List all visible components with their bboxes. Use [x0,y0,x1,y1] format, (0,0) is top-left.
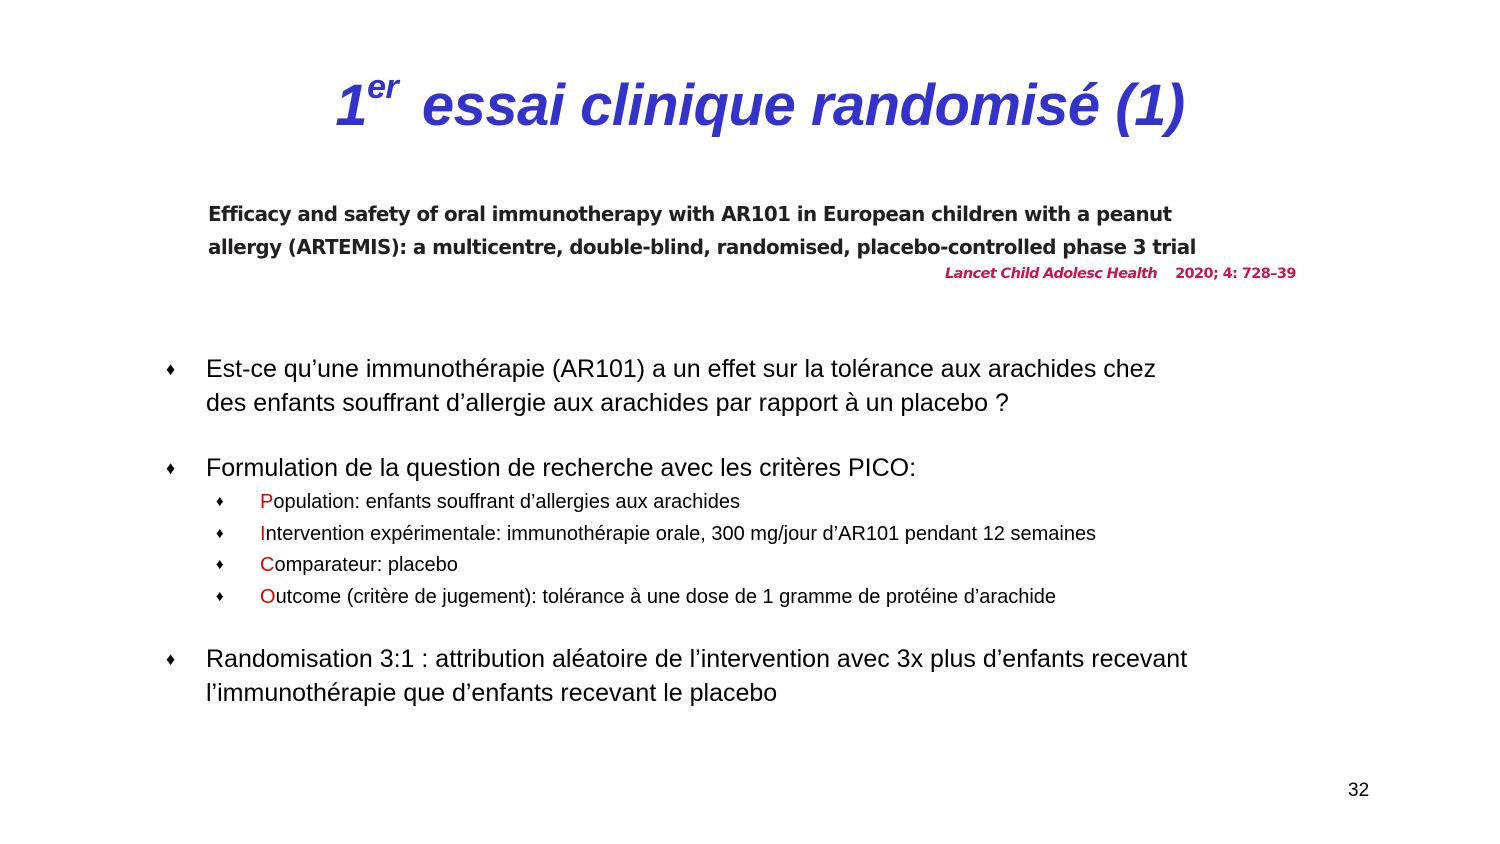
pico-letter: P [260,491,274,513]
page-number: 32 [1348,780,1370,801]
article-citation [208,198,1296,282]
bullet-line: Est-ce qu’une immunothérapie (AR101) a un effet sur la tolérance aux arachides chez [206,355,1157,383]
pico-text: opulation: enfants souffrant d’allergies aux arachides [273,491,740,513]
diamond-bullet-icon: ♦ [216,556,224,573]
bullet-line: des enfants souffrant d’allergie aux arachides par rapport à un placebo ? [206,389,1009,417]
pico-letter: I [260,523,266,545]
title-superscript: er [367,68,399,106]
bullet-line: Formulation de la question de recherche avec les critères PICO: [206,454,917,482]
diamond-bullet-icon: ♦ [216,588,224,605]
journal-year-volume: 2020; 4: 728–39 [1175,266,1296,282]
diamond-bullet-icon: ♦ [166,359,176,379]
citation-title-line-2: allergy (ARTEMIS): a multicentre, double-blind, randomised, placebo-controlled phase 3 trial [208,235,1196,259]
slide-title [0,68,1500,139]
diamond-bullet-icon: ♦ [216,525,224,542]
diamond-bullet-icon: ♦ [216,493,224,510]
pico-letter: C [260,554,275,576]
pico-text: ntervention expérimentale: immunothérapie orale, 300 mg/jour d’AR101 pendant 12 semaines [265,523,1097,545]
title-prefix: 1 [335,73,368,138]
title-rest: essai clinique randomisé (1) [406,73,1185,138]
pico-text: utcome (critère de jugement): tolérance à une dose de 1 gramme de protéine d’arachide [275,586,1057,608]
diamond-bullet-icon: ♦ [166,458,176,478]
pico-letter: O [260,586,276,608]
bullet-line: l’immunothérapie que d’enfants recevant le placebo [206,679,778,707]
journal-name: Lancet Child Adolesc Health [945,266,1158,282]
citation-title-line-1: Efficacy and safety of oral immunotherapy with AR101 in European children with a peanut [208,202,1172,226]
diamond-bullet-icon: ♦ [166,649,176,669]
citation-reference [945,266,1296,282]
pico-text: omparateur: placebo [274,554,458,576]
bullet-line: Randomisation 3:1 : attribution aléatoire de l’intervention avec 3x plus d’enfants recevant [206,645,1188,673]
